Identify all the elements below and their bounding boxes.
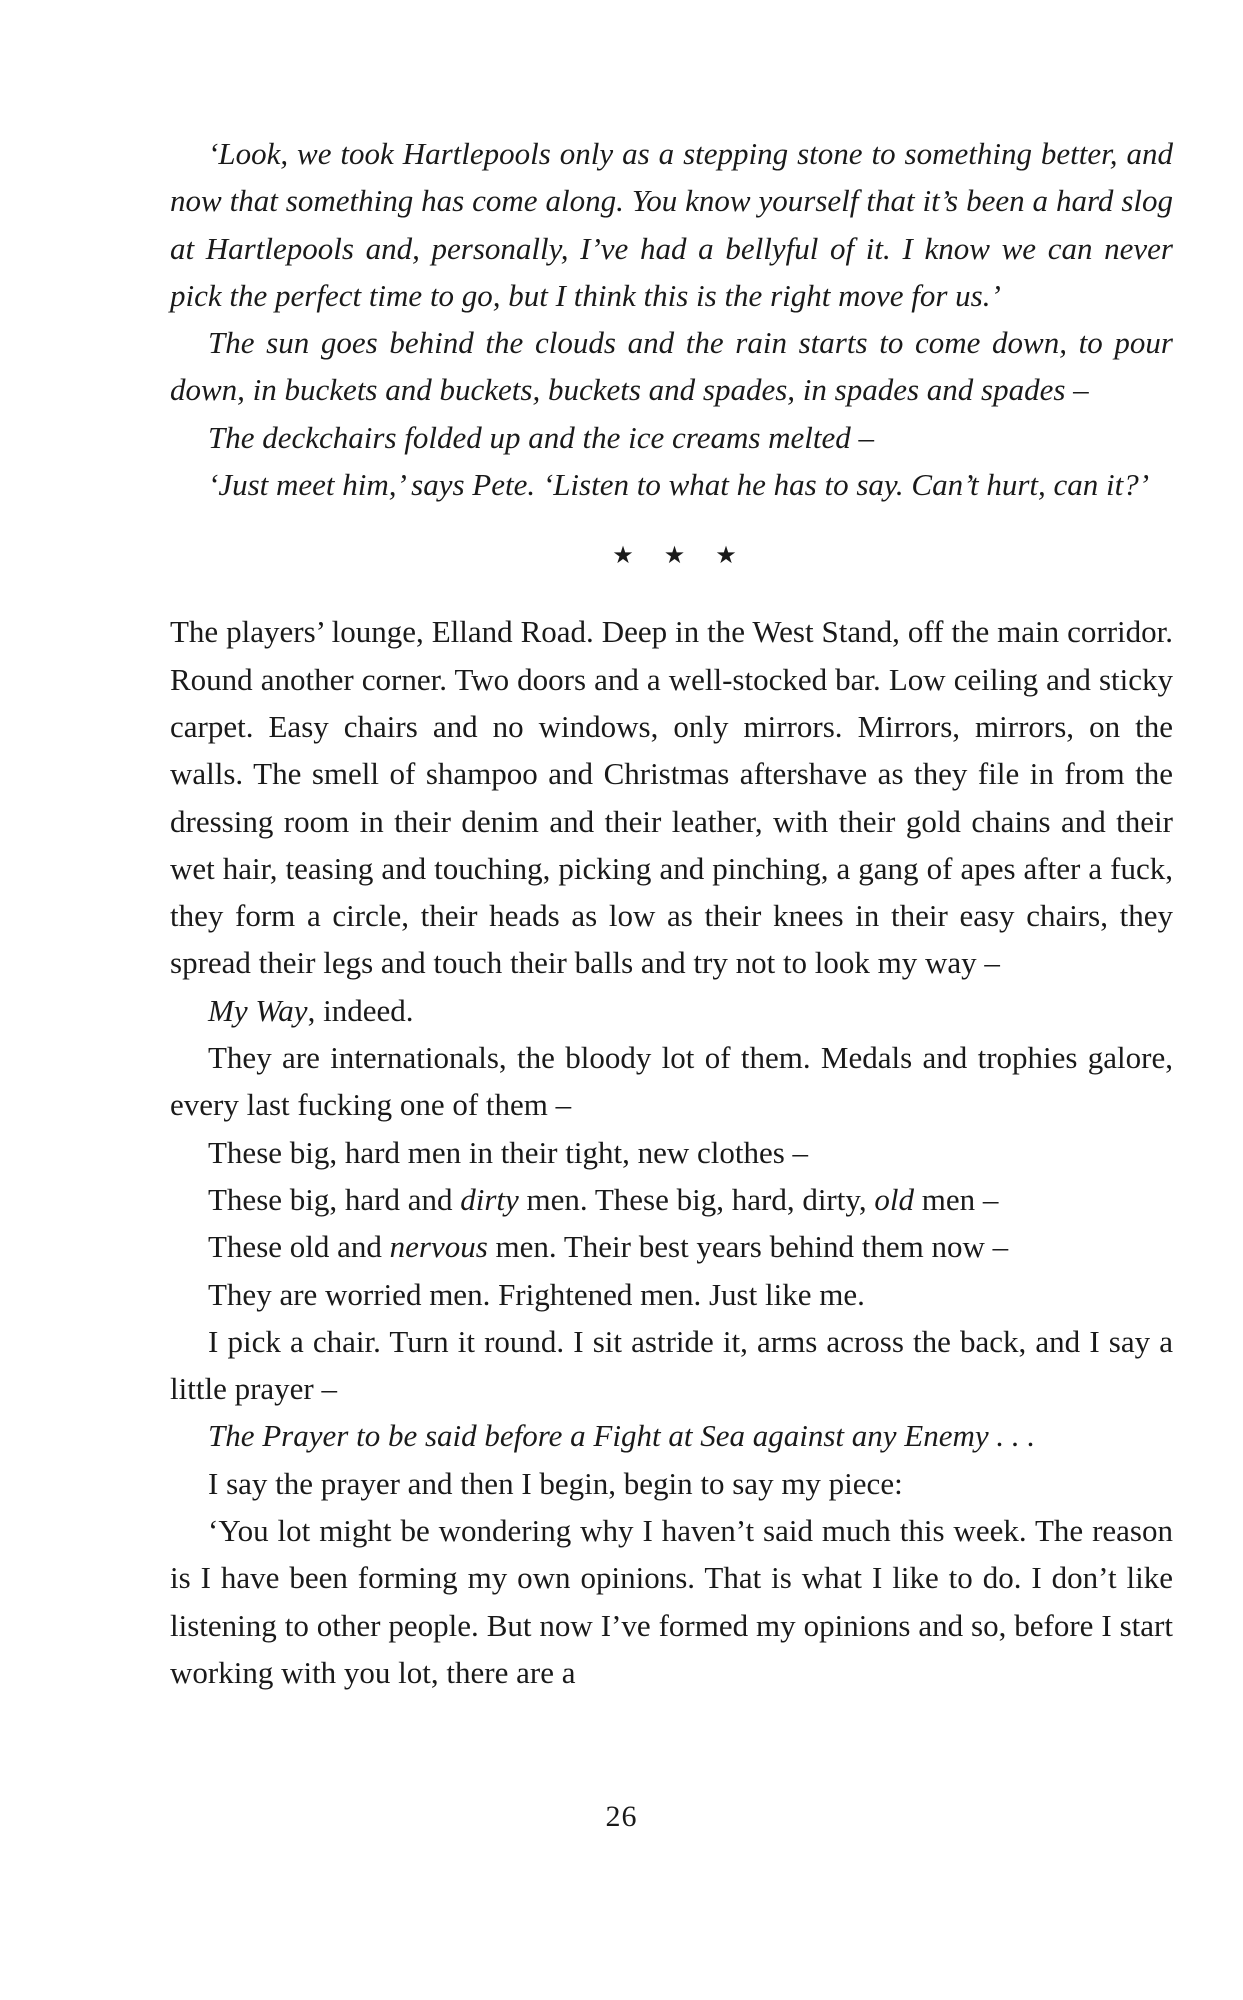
page-number: 26 bbox=[605, 1800, 638, 1833]
section-break bbox=[170, 508, 1173, 604]
my-way-title: My Way bbox=[208, 992, 308, 1028]
paragraph-nervous-men: These old and nervous men. Their best years behind them now – bbox=[208, 1229, 1009, 1265]
paragraph-worried-men: They are worried men. Frightened men. Just like me. bbox=[208, 1276, 865, 1312]
body-text bbox=[170, 130, 1173, 1696]
paragraph-big-hard-men: These big, hard men in their tight, new clothes – bbox=[208, 1134, 809, 1170]
paragraph-hartlepools-quote: ‘Look, we took Hartlepools only as a stepping stone to something better, and now that something has come along. You know yourself that it’s been a hard slog at Hartlepools and, personally, I’ve had a bellyful of it. I know we can never pick the perfect time to go, but I think this is the right move for us.’ bbox=[170, 136, 1173, 313]
paragraph-internationals: They are internationals, the bloody lot of them. Medals and trophies galore, every last fucking one of them – bbox=[170, 1040, 1173, 1123]
paragraph-pick-a-chair: I pick a chair. Turn it round. I sit astride it, arms across the back, and I say a little prayer – bbox=[170, 1323, 1173, 1407]
star-icon: ★ bbox=[612, 542, 634, 569]
paragraph-players-lounge: The players’ lounge, Elland Road. Deep in the West Stand, off the main corridor. Round another corner. Two doors and a well-stocked bar. Low ceiling and sticky carpet. Easy chairs and no windows, only mirrors. Mirrors, mirrors, on the walls. The smell of shampoo and Christmas aftershave as they file in from the dressing room in their denim and their leather, with their gold chains and their wet hair, teasing and touching, picking and pinching, a gang of apes after a fuck, they form a circle, their heads as low as their knees in their easy chairs, they spread their legs and touch their balls and try not to look my way – bbox=[170, 614, 1173, 981]
paragraph-dirty-men: These big, hard and dirty men. These big, hard, dirty, old men – bbox=[208, 1181, 999, 1217]
paragraph-speech: ‘You lot might be wondering why I haven’t said much this week. The reason is I have been forming my own opinions. That is what I like to do. I don’t like listening to other people. But now I’ve formed my opinions and so, before I start working with you lot, there are a bbox=[170, 1513, 1173, 1690]
paragraph-my-way: My Way, indeed. bbox=[208, 992, 414, 1028]
paragraph-just-meet-him: ‘Just meet him,’ says Pete. ‘Listen to what he has to say. Can’t hurt, can it?’ bbox=[208, 467, 1150, 503]
paragraph-begin: I say the prayer and then I begin, begin to say my piece: bbox=[208, 1465, 903, 1501]
star-icon: ★ bbox=[715, 542, 737, 569]
paragraph-prayer-title: The Prayer to be said before a Fight at Sea against any Enemy . . . bbox=[208, 1418, 1036, 1454]
star-icon: ★ bbox=[663, 542, 686, 569]
paragraph-deckchairs: The deckchairs folded up and the ice creams melted – bbox=[208, 419, 875, 455]
paragraph-rain: The sun goes behind the clouds and the rain starts to come down, to pour down, in buckets and buckets, buckets and spades, in spades and spades – bbox=[170, 325, 1173, 408]
